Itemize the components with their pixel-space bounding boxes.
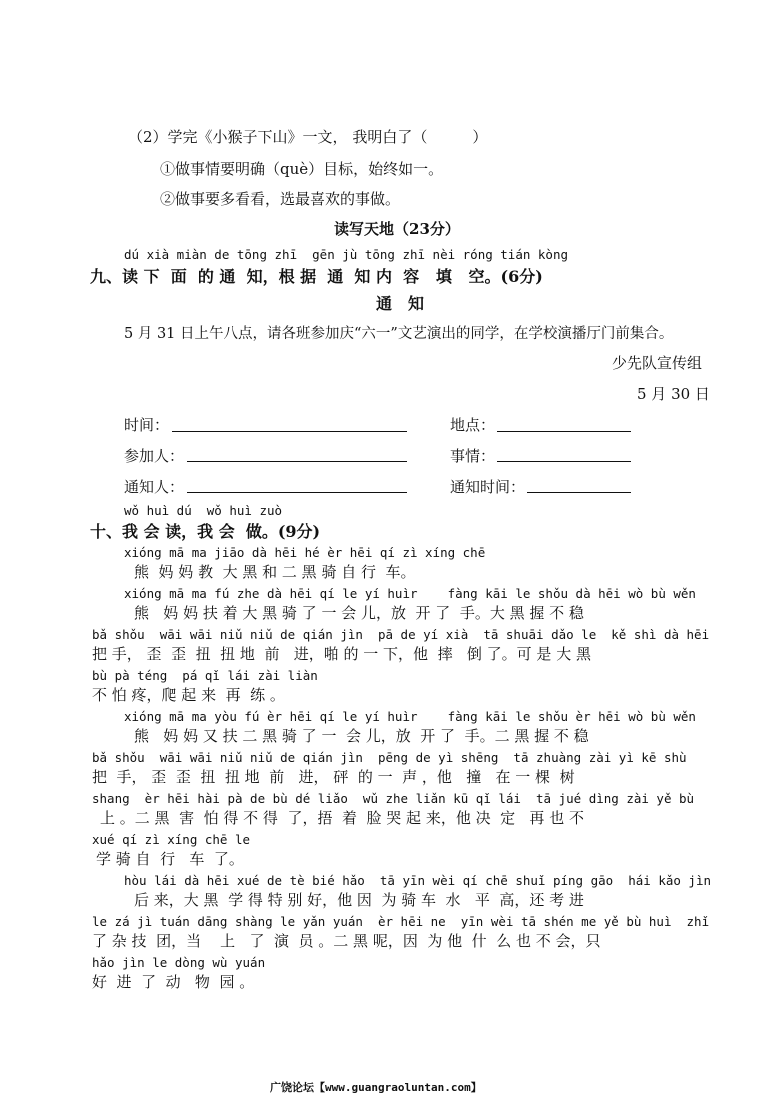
field-participants-label: 参加人： <box>124 447 185 465</box>
q2-option-2: ②做事要多看看，选最喜欢的事做。 <box>160 190 401 208</box>
q9-pinyin: dú xià miàn de tōng zhī gēn jù tōng zhī nèi róng tián kòng <box>124 247 569 262</box>
story-text-5: 熊 妈 妈 又 扶 二 黑 骑 了 一 会 儿，放 开 了 手。二 黑 握 不 稳 <box>134 727 589 745</box>
story-text-7: 上 。二 黑 害 怕 得 不 得 了，捂 着 脸 哭 起 来，他 决 定 再 也 不 <box>100 809 584 827</box>
field-matter-blank[interactable] <box>497 461 631 462</box>
field-notifier-label: 通知人： <box>124 478 185 496</box>
field-notice-time-label: 通知时间： <box>450 478 526 496</box>
q10-heading: 十、我 会 读，我 会 做。(9分) <box>90 522 321 541</box>
field-notice-time-blank[interactable] <box>527 492 631 493</box>
field-place-blank[interactable] <box>497 431 631 432</box>
story-text-2: 熊 妈 妈 扶 着 大 黑 骑 了 一 会 儿，放 开 了 手。大 黑 握 不 稳 <box>134 604 584 622</box>
section-title: 读写天地（23分） <box>334 220 460 238</box>
story-text-4: 不 怕 疼，爬 起 来 再 练 。 <box>92 686 285 704</box>
story-text-11: 好 进 了 动 物 园 。 <box>92 973 255 991</box>
story-pinyin-2: xióng mā ma fú zhe dà hēi qí le yí huìr fàng kāi le shǒu dà hēi wò bù wěn <box>124 586 696 601</box>
notice-signature: 少先队宣传组 <box>612 354 703 372</box>
story-pinyin-5: xióng mā ma yòu fú èr hēi qí le yí huìr fàng kāi le shǒu èr hēi wò bù wěn <box>124 709 696 724</box>
field-time-label: 时间： <box>124 416 170 434</box>
story-pinyin-4: bù pà téng pá qǐ lái zài liàn <box>92 668 318 683</box>
field-participants-blank[interactable] <box>187 461 407 462</box>
notice-date: 5 月 30 日 <box>637 385 710 403</box>
notice-body: 5 月 31 日上午八点，请各班参加庆“六一”文艺演出的同学，在学校演播厅门前集合。 <box>124 326 674 342</box>
story-pinyin-9: hòu lái dà hēi xué de tè bié hǎo tā yīn wèi qí chē shuǐ píng gāo hái kǎo jìn <box>124 873 711 888</box>
field-place-label: 地点： <box>450 416 496 434</box>
notice-title: 通 知 <box>376 294 425 313</box>
story-text-6: 把 手， 歪 歪 扭 扭 地 前 进， 砰 的 一 声 ，他 撞 在 一 棵 树 <box>92 768 575 786</box>
field-notifier-blank[interactable] <box>187 492 407 493</box>
q10-pinyin: wǒ huì dú wǒ huì zuò <box>124 503 283 518</box>
story-text-8: 学 骑 自 行 车 了。 <box>96 850 244 868</box>
story-text-10: 了 杂 技 团，当 上 了 演 员 。二 黑 呢，因 为 他 什 么 也 不 会，只 <box>92 932 601 950</box>
q9-heading: 九、读 下 面 的 通 知，根 据 通 知 内 容 填 空。(6分) <box>90 267 543 286</box>
q2-stem: （2）学完《小猴子下山》一文， 我明白了（ ） <box>128 128 488 146</box>
story-text-9: 后 来，大 黑 学 得 特 别 好，他 因 为 骑 车 水 平 高，还 考 进 <box>134 891 584 909</box>
q2-option-1: ①做事情要明确（què）目标，始终如一。 <box>160 160 444 178</box>
story-pinyin-10: le zá jì tuán dāng shàng le yǎn yuán èr hēi ne yīn wèi tā shén me yě bù huì zhǐ <box>92 914 710 929</box>
story-pinyin-6: bǎ shǒu wāi wāi niǔ niǔ de qián jìn pēng de yì shēng tā zhuàng zài yì kē shù <box>92 750 687 765</box>
field-time-blank[interactable] <box>172 431 407 432</box>
story-pinyin-3: bǎ shǒu wāi wāi niǔ niǔ de qián jìn pā de yí xià tā shuāi dǎo le kě shì dà hēi <box>92 627 710 642</box>
story-pinyin-11: hǎo jìn le dòng wù yuán <box>92 955 266 970</box>
story-pinyin-7: shang èr hēi hài pà de bù dé liǎo wǔ zhe liǎn kū qǐ lái tā jué dìng zài yě bù <box>92 791 695 806</box>
story-pinyin-8: xué qí zì xíng chē le <box>92 832 251 847</box>
story-text-1: 熊 妈 妈 教 大 黑 和 二 黑 骑 自 行 车。 <box>134 563 416 581</box>
page-footer: 广饶论坛【www.guangraoluntan.com】 <box>270 1081 482 1094</box>
story-text-3: 把 手， 歪 歪 扭 扭 地 前 进，啪 的 一 下，他 摔 倒 了。可 是 大 黑 <box>92 645 591 663</box>
story-pinyin-1: xióng mā ma jiāo dà hēi hé èr hēi qí zì xíng chē <box>124 545 486 560</box>
field-matter-label: 事情： <box>450 447 496 465</box>
